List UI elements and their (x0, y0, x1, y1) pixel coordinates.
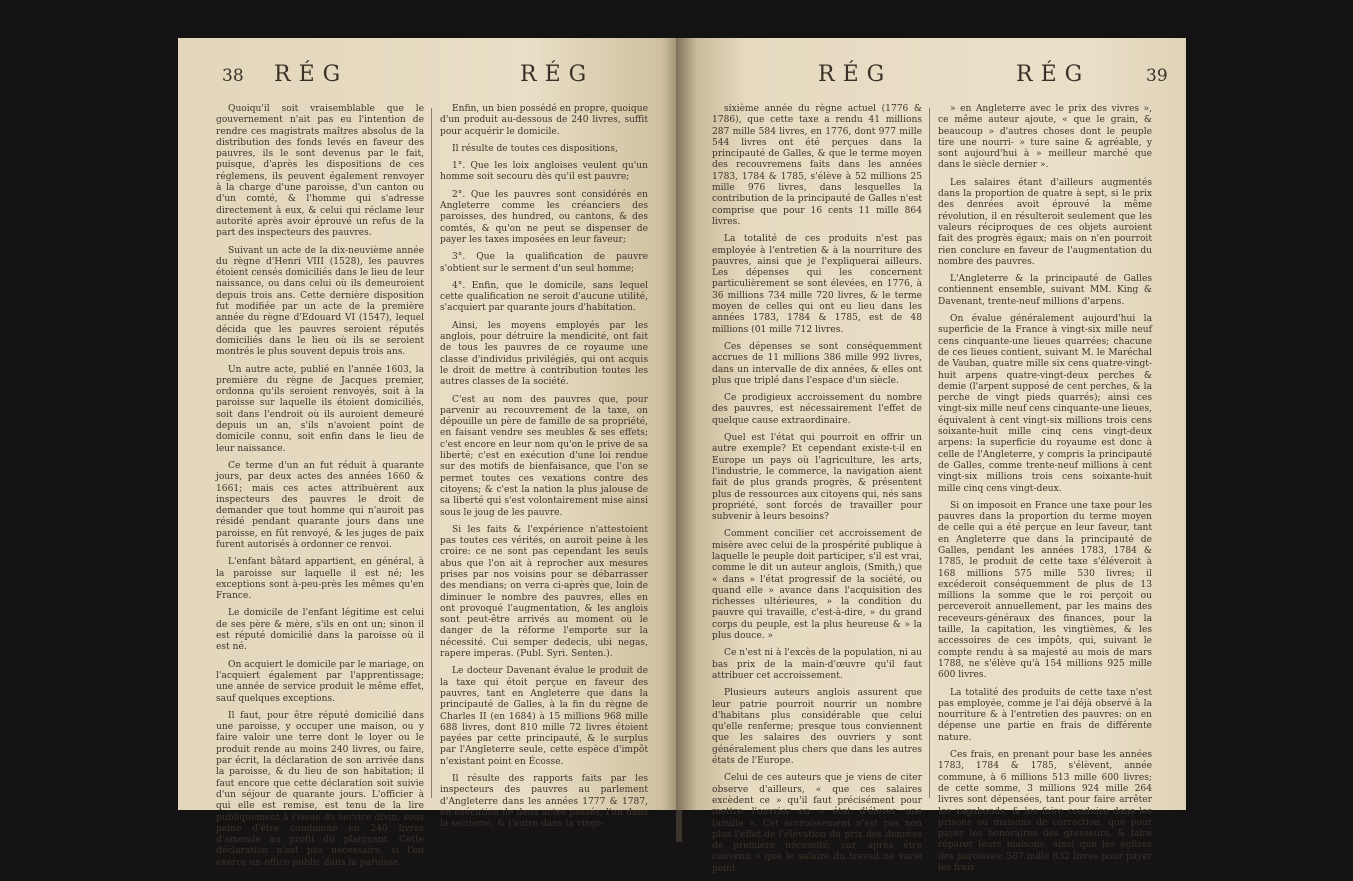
paragraph: Ces frais, en prenant pour base les années 1783, 1784 & 1785, s'élèvent, année commune, à 6 millions 513 mille 600 livres; de cette somme, 3 millions 924 mille 264 livres sont dépensées, tant pour faire arrêter les vagabonds, & les faire conduire dans les prisons ou maisons de correction, que pour payer les honoraires des gresseurs, & faire réparer leurs maisons, ainsi que les églises des paroisses; 587 mille 832 livres pour payer les frais (938, 750, 1152, 873)
paragraph: sixième année du règne actuel (1776 & 1786), que cette taxe a rendu 41 millions 287 mille 584 livres, en 1776, dont 977 mille 544 livres ont été perçues dans la principauté de Galles, & que le terme moyen des recouvremens faits dans les années 1783, 1784 & 1785, s'élève à 52 millions 25 mille 976 livres, dans lesquelles la contribution de la principauté de Galles n'est comprise que pour 16 cents 11 mille 864 livres. (712, 104, 922, 227)
paragraph: Quoiqu'il soit vraisemblable que le gouvernement n'ait pas eu l'intention de rendre ces magistrats maîtres absolus de la distribution des fonds levés en faveur des pauvres, ils le sont devenus par le fait, puisque, d'après les dispositions de ces réglemens, ils peuvent également renvoyer à la charge d'une paroisse, d'un canton ou d'un comté, & l'homme qui s'adresse directement à eux, & celui qui réclame leur autorité après avoir éprouvé un refus de la part des inspecteurs des pauvres. (216, 104, 424, 239)
column-rule (929, 108, 930, 798)
paragraph: 3°. Que la qualification de pauvre s'obtient sur le serment d'un seul homme; (440, 252, 648, 274)
paragraph: C'est au nom des pauvres que, pour parvenir au recouvrement de la taxe, on dépouille un père de famille de sa propriété, en faisant vendre ses meubles & ses effets; c'est encore en leur nom qu'on le prive de sa liberté; c'est en exécution d'une loi rendue sur des motifs de bienfaisance, que l'on se permet toutes ces vexations contre des citoyens; & c'est la nation la plus jalouse de sa liberté qui s'est volontairement mise ainsi sous le joug de les pauvre. (440, 394, 648, 518)
paragraph: On évalue généralement aujourd'hui la superficie de la France à vingt-six mille neuf cens cinquante-une lieues quarrées; chacune de ces lieues contient, suivant M. le Maréchal de Vauban, quatre mille six cens quatre-vingt-huit arpens quatre-vingt-deux perches & demie (l'arpent supposé de cent perches, & la perche de vingt pieds quarrés); ainsi ces vingt-six mille neuf cens cinquante-une lieues, équivalent à cent vingt-six millions trois cens soixante-huit mille cinq cens vingt-deux arpens: la superficie du royaume est donc à celle de l'Angleterre, y compris la principauté de Galles, comme trente-neuf millions à cent vingt-six millions trois cens soixante-huit mille cinq cens vingt-deux. (938, 314, 1152, 494)
paragraph: Il faut, pour être réputé domicilié dans une paroisse, y occuper une maison, ou y faire valoir une terre dont le loyer ou le produit rende au moins 240 livres, ou faire, par écrit, la déclaration de son arrivée dans la paroisse, & du lieu de son habitation; il faut encore que cette déclaration soit suivie d'un séjour de quarante jours. L'officier à qui elle est remise, est tenu de la lire publiquement à l'issue du service divin, sous peine d'être condamné en 240 livres d'amende au profit du plaignant. Cette déclaration n'est pas nécessaire, si l'on exerce un office public dans la paroisse. (216, 710, 424, 868)
paragraph: Enfin, un bien possédé en propre, quoique d'un produit au-dessous de 240 livres, suffit pour acquérir le domicile. (440, 104, 648, 137)
running-head-left: RÉG (274, 62, 349, 87)
paragraph: L'enfant bâtard appartient, en général, à la paroisse sur laquelle il est né; les exceptions sont à-peu-près les mêmes qu'en France. (216, 557, 424, 602)
page-number: 38 (222, 66, 244, 86)
paragraph: Il résulte de toutes ces dispositions, (452, 143, 618, 154)
paragraph: On acquiert le domicile par le mariage, on l'acquiert également par l'apprentissage; une année de service produit le même effet, sauf quelques exceptions. (216, 659, 424, 704)
paragraph: La totalité des produits de cette taxe n'est pas employée, comme je l'ai déjà observé à la nourriture & à l'entretien des pauvres: on en dépense une partie en frais de différente nature. (938, 687, 1152, 743)
paragraph: La totalité de ces produits n'est pas employée à l'entretien & à la nourriture des pauvres, ainsi que je l'expliquerai ailleurs. Les dépenses qui les concernent particulièrement se sont élevées, en 1776, à 36 millions 734 mille 720 livres, & le terme moyen de celles qui ont eu lieu dans les années 1783, 1784 & 1785, est de 48 millions (01 mille 712 livres. (712, 234, 922, 335)
paragraph: » en Angleterre avec le prix des vivres », ce même auteur ajoute, « que le grain, & beaucoup » d'autres choses dont le peuple tire une nourri- » ture saine & agréable, y sont aujourd'hui à » meilleur marché que dans le siècle dernier ». (938, 104, 1152, 171)
paragraph: Le domicile de l'enfant légitime est celui de ses père & mère, s'ils en ont un; sinon il est réputé domicilié dans la paroisse où il est né. (216, 608, 424, 653)
text-column-2 (440, 104, 648, 837)
running-head-right: RÉG (520, 62, 595, 87)
paragraph: Si les faits & l'expérience n'attestoient pas toutes ces vérités, on auroit peine à les croire: ce ne sont pas cependant les seuls abus que l'on ait à reprocher aux mesures prises par nos voisins pour se débarrasser des mendians; on verra ci-après que, loin de diminuer le nombre des pauvres, elles en ont provoqué l'augmentation, & les anglois sont peut-être arrivés au moment où le danger de la réforme l'emporte sur la nécessité. Cui semper dedecis, ubi negas, rapere imperas. (Publ. Syri. Senten.). (440, 524, 648, 660)
paragraph: Ces dépenses se sont conséquemment accrues de 11 millions 386 mille 992 livres, dans un intervalle de dix années, & elles ont plus que triplé dans l'espace d'un siècle. (712, 341, 922, 386)
paragraph: Le docteur Davenant évalue le produit de la taxe qui étoit perçue en faveur des pauvres, tant en Angleterre que dans la principauté de Galles, à la fin du règne de Charles II (en 1684) à 15 millions 968 mille 688 livres, dont 810 mille 72 livres étoient payées par cette principauté, & le surplus par l'Angleterre seule, cette espèce d'impôt n'existant point en Écosse. (440, 666, 648, 767)
paragraph: Les salaires étant d'ailleurs augmentés dans la proportion de quatre à sept, si le prix des denrées avoit éprouvé la même révolution, il en résulteroit seulement que les valeurs réciproques de ces objets auroient fait des progrès égaux; mais on n'en pourroit rien conclure en faveur de l'augmentation du nombre des pauvres. (938, 177, 1152, 267)
text-column-2 (938, 104, 1152, 880)
paragraph: Ce terme d'un an fut réduit à quarante jours, par deux actes des années 1660 & 1661; mais ces actes attribuèrent aux inspecteurs des pauvres le droit de demander que tout homme qui n'auroit pas résidé pendant quarante jours dans une paroisse, en fût renvoyé, & les juges de paix furent autorisés à ordonner ce renvoi. (216, 460, 424, 550)
paragraph: Plusieurs auteurs anglois assurent que leur patrie pourroit nourrir un nombre d'habitans plus considérable que celui qu'elle renferme; presque tous conviennent que les salaires des ouvriers y sont généralement plus chers que dans les autres états de l'Europe. (712, 688, 922, 767)
paragraph: Ce prodigieux accroissement du nombre des pauvres, est nécessairement l'effet de quelque cause extraordinaire. (712, 393, 922, 426)
paragraph: Celui de ces auteurs que je viens de citer observe d'ailleurs, « que ces salaires excèdent ce » qu'il faut précisément pour mettre l'ouvrier en » état d'élever une famille ». Cet accroissement n'est pas non plus l'effet de l'élévation du prix des denrées de première nécessité; car, après être convenu « que le salaire du travail ne varie point (712, 773, 922, 874)
left-page (178, 38, 682, 868)
page-number: 39 (1146, 66, 1168, 86)
paragraph: 4°. Enfin, que le domicile, sans lequel cette qualification ne seroit d'aucune utilité, s'acquiert par quarante jours d'habitation. (440, 280, 648, 314)
paragraph: Suivant un acte de la dix-neuvième année du règne d'Henri VIII (1528), les pauvres étoient censés domiciliés dans le lieu de leur naissance, ou dans celui où ils demeuroient depuis trois ans. Cette dernière disposition fut modifiée par un acte de la première année du règne d'Edouard VI (1547), lequel décida que les pauvres seroient réputés domiciliés dans le lieu où ils se seroient montrés le plus souvent depuis trois ans. (216, 245, 424, 358)
paragraph: Si on imposoit en France une taxe pour les pauvres dans la proportion du terme moyen de celle qui a été perçue en leur faveur, tant en Angleterre que dans la principauté de Galles, pendant les années 1783, 1784 & 1785, le produit de cette taxe s'éléveroit à 168 millions 575 mille 530 livres; il excéderoit conséquemment de plus de 13 millions la somme que le roi perçoit ou perceveroit annuellement, par les mains des receveurs-généraux des finances, pour la taille, la capitation, les vingtièmes, & les accessoires de ces impôts, qui, suivant le compte rendu à sa majesté au mois de mars 1788, ne s'élève qu'à 154 millions 925 mille 600 livres. (938, 500, 1152, 681)
paragraph: 1°. Que les loix angloises veulent qu'un homme soit secouru dès qu'il est pauvre; (440, 161, 648, 183)
paragraph: Ainsi, les moyens employés par les anglois, pour détruire la mendicité, ont fait de tous les pauvres de ce royaume une classe d'individus privilégiés, qui ont acquis le droit de mettre à contribution toutes les autres classes de la société. (440, 320, 648, 388)
running-head-right: RÉG (1016, 62, 1091, 87)
right-page (676, 38, 1186, 874)
paragraph: Un autre acte, publié en l'année 1603, la première du règne de Jacques premier, ordonna qu'ils seroient renvoyés, soit à la paroisse sur laquelle ils étoient domiciliés, soit dans l'endroit où ils auroient demeuré depuis un an, s'ils n'avoient point de domicile connu, soit enfin dans le lieu de leur naissance. (216, 364, 424, 454)
paragraph: L'Angleterre & la principauté de Galles contiennent ensemble, suivant MM. King & Davenant, trente-neuf millions d'arpens. (938, 274, 1152, 307)
paragraph: Quel est l'état qui pourroit en offrir un autre exemple? Et cependant existe-t-il en Europe un pays où l'agriculture, les arts, l'industrie, le commerce, la navigation aient fait de plus grands progrès, & présentent plus de ressources aux citoyens qui, nés sans propriété, sont forcés de travailler pour subvenir à leurs besoins? (712, 433, 922, 523)
paragraph: Il résulte des rapports faits par les inspecteurs des pauvres au parlement d'Angleterre dans les années 1777 & 1787, en exécution de deux actes passés, l'un dans la seizième, & l'autre dans la vingt- (440, 774, 648, 830)
column-rule (431, 108, 432, 798)
paragraph: Ce n'est ni à l'excès de la population, ni au bas prix de la main-d'œuvre qu'il faut attribuer cet accroissement. (712, 648, 922, 681)
text-column-1 (216, 104, 424, 875)
paragraph: Comment concilier cet accroissement de misère avec celui de la prospérité publique à laquelle le peuple doit participer, s'il est vrai, comme le dit un auteur anglois, (Smith,) que « dans » l'état progressif de la société, ou quand elle » avance dans l'acquisition des richesses ultérieures, » la condition du pauvre qui travaille, c'est-à-dire, » du grand corps du peuple, est la plus heureuse & » la plus douce. » (712, 529, 922, 642)
text-column-1 (712, 104, 922, 881)
paragraph: 2°. Que les pauvres sont considérés en Angleterre comme les créanciers des paroisses, des hundred, ou cantons, & des comtés, & qu'on ne peut se dispenser de payer les taxes imposées en leur faveur; (440, 189, 648, 245)
running-head-left: RÉG (818, 62, 893, 87)
